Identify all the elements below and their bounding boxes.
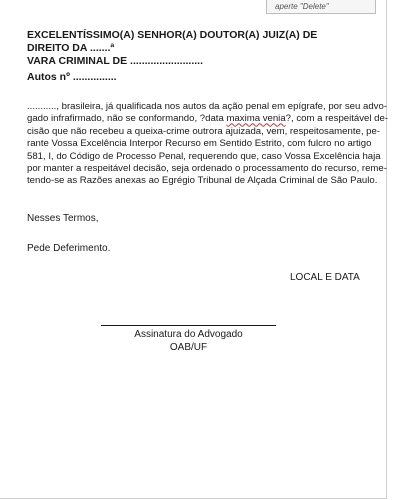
petition-body (27, 101, 389, 188)
heading-line-2: VARA CRIMINAL DE ......................... (27, 55, 203, 67)
body-text-fragment: ?, com a respeitável de- (285, 113, 389, 125)
body-line: por manter a respeitável decisão, seja ordenado o processamento do recurso, reme- (27, 163, 387, 175)
place-and-date: LOCAL E DATA (290, 272, 360, 283)
body-text-fragment: gado infrafirmado, não se conformando, ?data (27, 113, 227, 125)
spellcheck-flagged-word[interactable]: maxima venia (226, 113, 286, 125)
oab-registration: OAB/UF (169, 342, 208, 353)
body-line: tendo-se as Razões anexas ao Egrégio Tribunal de Alçada Criminal de São Paulo. (27, 175, 378, 187)
closing-terms: Nesses Termos, (27, 213, 99, 224)
body-line: 581, I, do Código de Processo Penal, requerendo que, caso Vossa Excelência haja (27, 150, 381, 162)
document-heading (27, 29, 357, 68)
body-line: cisão que não recebeu a queixa-crime outrora ajuizada, vem, respeitosamente, pe- (27, 125, 381, 137)
heading-line-1: EXCELENTÍSSIMO(A) SENHOR(A) DOUTOR(A) JUIZ(A) DE DIREITO DA .......ª (27, 29, 318, 54)
body-line: rante Vossa Excelência Interpor Recurso em Sentido Estrito, com fulcro no artigo (27, 138, 372, 150)
signature-label: Assinatura do Advogado (134, 329, 243, 340)
delete-hint-tooltip: aperte "Delete" (266, 0, 376, 14)
closing-request: Pede Deferimento. (27, 243, 111, 254)
case-number-label: Autos nº ............... (27, 71, 117, 83)
signature-line (101, 325, 276, 326)
body-line (27, 113, 389, 125)
body-line: ..........., brasileira, já qualificada nos autos da ação penal em epígrafe, por seu advo- (27, 101, 387, 112)
